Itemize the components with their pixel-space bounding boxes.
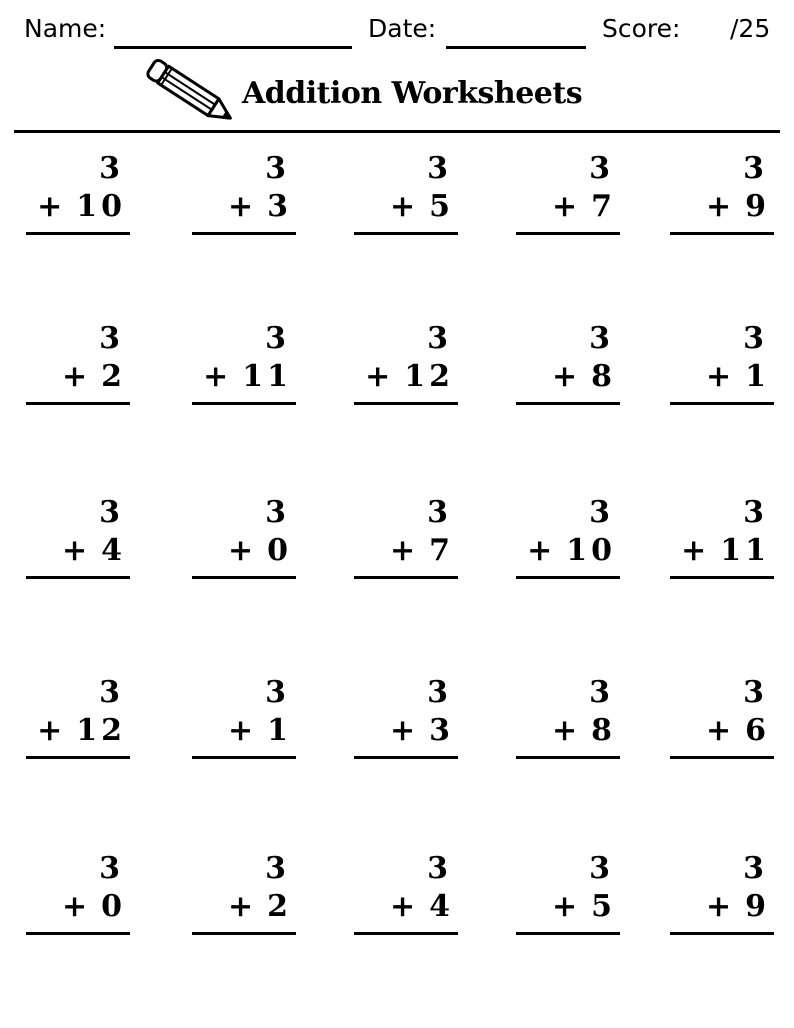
plus-sign: + <box>203 359 233 394</box>
addend-bottom: 12 <box>76 713 126 748</box>
addend-bottom: 8 <box>591 713 616 748</box>
answer-line[interactable] <box>516 932 620 935</box>
score-total: /25 <box>730 14 771 43</box>
addition-problem <box>516 496 620 586</box>
addition-problem <box>354 496 458 586</box>
addition-problem <box>354 852 458 942</box>
addend-top: 3 <box>427 321 448 356</box>
addend-top: 3 <box>589 321 610 356</box>
plus-sign: + <box>389 533 420 568</box>
answer-line[interactable] <box>26 232 130 235</box>
addend-bottom: 12 <box>404 359 454 394</box>
plus-sign: + <box>37 189 67 224</box>
addition-problem <box>516 322 620 412</box>
addend-top: 3 <box>743 851 764 886</box>
addend-top: 3 <box>99 851 120 886</box>
plus-sign: + <box>705 889 736 924</box>
plus-sign: + <box>61 889 92 924</box>
answer-line[interactable] <box>354 232 458 235</box>
addend-top: 3 <box>589 851 610 886</box>
plus-sign: + <box>705 713 736 748</box>
addend-bottom-row <box>228 534 292 568</box>
answer-line[interactable] <box>516 402 620 405</box>
addend-bottom-row <box>527 534 616 568</box>
answer-line[interactable] <box>192 756 296 759</box>
addend-bottom-row <box>228 714 292 748</box>
plus-sign: + <box>389 889 420 924</box>
addend-top: 3 <box>99 321 120 356</box>
addend-bottom: 8 <box>591 359 616 394</box>
addend-bottom: 11 <box>242 359 292 394</box>
addend-bottom-row <box>681 534 770 568</box>
addend-bottom-row <box>390 190 454 224</box>
addition-problem <box>516 152 620 242</box>
addend-bottom-row <box>390 714 454 748</box>
plus-sign: + <box>527 533 557 568</box>
addition-problem <box>192 322 296 412</box>
addend-top: 3 <box>99 675 120 710</box>
addition-problem <box>192 152 296 242</box>
addend-bottom-row <box>390 890 454 924</box>
addend-top: 3 <box>743 321 764 356</box>
addend-bottom-row <box>37 714 126 748</box>
addend-bottom: 5 <box>591 889 616 924</box>
answer-line[interactable] <box>516 576 620 579</box>
addition-problem <box>26 496 130 586</box>
addend-bottom: 2 <box>101 359 126 394</box>
answer-line[interactable] <box>192 232 296 235</box>
answer-line[interactable] <box>670 756 774 759</box>
addend-top: 3 <box>265 675 286 710</box>
addend-bottom: 4 <box>101 533 126 568</box>
plus-sign: + <box>61 359 92 394</box>
plus-sign: + <box>227 713 258 748</box>
addend-bottom: 9 <box>745 189 770 224</box>
addend-bottom-row <box>365 360 454 394</box>
addend-bottom: 5 <box>429 189 454 224</box>
addition-problem <box>26 852 130 942</box>
addend-bottom-row <box>706 890 770 924</box>
addition-problem <box>192 496 296 586</box>
plus-sign: + <box>389 189 420 224</box>
addend-bottom: 0 <box>267 533 292 568</box>
addend-bottom: 1 <box>745 359 770 394</box>
plus-sign: + <box>61 533 92 568</box>
addend-bottom-row <box>706 714 770 748</box>
addend-top: 3 <box>99 495 120 530</box>
addend-bottom-row <box>390 534 454 568</box>
answer-line[interactable] <box>26 576 130 579</box>
addend-top: 3 <box>589 675 610 710</box>
answer-line[interactable] <box>354 402 458 405</box>
plus-sign: + <box>227 189 258 224</box>
addend-top: 3 <box>427 151 448 186</box>
addend-bottom-row <box>228 190 292 224</box>
addition-problem <box>516 852 620 942</box>
answer-line[interactable] <box>516 232 620 235</box>
addend-bottom: 11 <box>720 533 770 568</box>
addend-bottom: 3 <box>429 713 454 748</box>
addend-top: 3 <box>265 495 286 530</box>
addition-problem <box>670 852 774 942</box>
addend-bottom-row <box>552 190 616 224</box>
answer-line[interactable] <box>192 576 296 579</box>
addend-top: 3 <box>589 151 610 186</box>
date-label: Date: <box>368 14 437 43</box>
addend-bottom: 7 <box>591 189 616 224</box>
answer-line[interactable] <box>670 232 774 235</box>
answer-line[interactable] <box>354 756 458 759</box>
addend-top: 3 <box>589 495 610 530</box>
addition-problem <box>670 676 774 766</box>
plus-sign: + <box>681 533 711 568</box>
answer-line[interactable] <box>26 932 130 935</box>
addition-problem <box>354 676 458 766</box>
addend-bottom: 0 <box>101 889 126 924</box>
addend-top: 3 <box>427 851 448 886</box>
addend-top: 3 <box>427 675 448 710</box>
addend-top: 3 <box>743 675 764 710</box>
addend-bottom-row <box>62 890 126 924</box>
addition-problem <box>192 676 296 766</box>
addition-problem <box>26 676 130 766</box>
plus-sign: + <box>37 713 67 748</box>
addend-bottom: 2 <box>267 889 292 924</box>
addition-problem <box>26 322 130 412</box>
plus-sign: + <box>227 533 258 568</box>
plus-sign: + <box>705 189 736 224</box>
answer-line[interactable] <box>516 756 620 759</box>
addend-top: 3 <box>265 151 286 186</box>
score-label: Score: <box>602 14 681 43</box>
addend-bottom: 1 <box>267 713 292 748</box>
addition-problem <box>670 322 774 412</box>
addend-bottom-row <box>203 360 292 394</box>
addition-problem <box>354 322 458 412</box>
addend-bottom: 6 <box>745 713 770 748</box>
answer-line[interactable] <box>670 576 774 579</box>
addend-top: 3 <box>265 851 286 886</box>
addend-bottom-row <box>552 360 616 394</box>
plus-sign: + <box>551 189 582 224</box>
plus-sign: + <box>389 713 420 748</box>
addend-bottom: 7 <box>429 533 454 568</box>
addend-bottom: 3 <box>267 189 292 224</box>
addend-top: 3 <box>427 495 448 530</box>
addend-bottom-row <box>228 890 292 924</box>
addend-bottom: 9 <box>745 889 770 924</box>
addend-bottom-row <box>706 360 770 394</box>
plus-sign: + <box>551 713 582 748</box>
plus-sign: + <box>705 359 736 394</box>
plus-sign: + <box>551 359 582 394</box>
addend-top: 3 <box>743 495 764 530</box>
addend-bottom: 4 <box>429 889 454 924</box>
addition-problem <box>516 676 620 766</box>
addition-problem <box>670 496 774 586</box>
page-title: Addition Worksheets <box>242 76 583 111</box>
plus-sign: + <box>365 359 395 394</box>
answer-line[interactable] <box>26 756 130 759</box>
plus-sign: + <box>227 889 258 924</box>
addition-problem <box>354 152 458 242</box>
addition-problem <box>670 152 774 242</box>
addend-top: 3 <box>743 151 764 186</box>
name-label: Name: <box>24 14 107 43</box>
answer-line[interactable] <box>354 576 458 579</box>
addend-bottom-row <box>37 190 126 224</box>
answer-line[interactable] <box>26 402 130 405</box>
addend-bottom: 10 <box>566 533 616 568</box>
answer-line[interactable] <box>670 402 774 405</box>
addend-bottom-row <box>62 534 126 568</box>
answer-line[interactable] <box>192 402 296 405</box>
addend-bottom-row <box>552 890 616 924</box>
answer-line[interactable] <box>670 932 774 935</box>
addend-top: 3 <box>265 321 286 356</box>
answer-line[interactable] <box>192 932 296 935</box>
addition-problem <box>192 852 296 942</box>
addend-bottom-row <box>552 714 616 748</box>
addend-bottom-row <box>706 190 770 224</box>
answer-line[interactable] <box>354 932 458 935</box>
addend-bottom: 10 <box>76 189 126 224</box>
addend-top: 3 <box>99 151 120 186</box>
addend-bottom-row <box>62 360 126 394</box>
plus-sign: + <box>551 889 582 924</box>
addition-problem <box>26 152 130 242</box>
